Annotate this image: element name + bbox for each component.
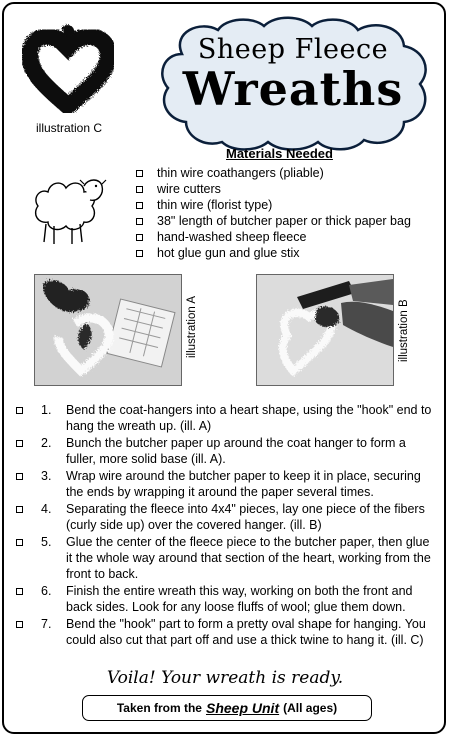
checkbox-icon: [136, 202, 143, 209]
source-prefix: Taken from the: [116, 701, 202, 715]
illustration-a-photo: [34, 274, 182, 386]
checkbox-icon: [16, 588, 23, 595]
checkbox-icon: [136, 218, 143, 225]
instruction-step: 6. Finish the entire wreath this way, working on both the front and back sides. Look for any loose fluffs of wool; glue them down.: [16, 583, 436, 615]
illustration-a-caption: illustration A: [186, 295, 198, 358]
instruction-step: 2. Bunch the butcher paper up around the coat hanger to form a fuller, more solid base (ill. A).: [16, 435, 436, 467]
materials-item: thin wire (florist type): [136, 197, 411, 213]
page-title-line1: Sheep Fleece: [197, 34, 389, 65]
checkbox-icon: [16, 407, 23, 414]
checkbox-icon: [136, 170, 143, 177]
materials-item: 38" length of butcher paper or thick paper bag: [136, 213, 411, 229]
illustration-c-caption: illustration C: [36, 121, 103, 135]
checkbox-icon: [16, 440, 23, 447]
materials-item: wire cutters: [136, 181, 411, 197]
page-title-line2: Wreaths: [182, 62, 404, 116]
checkbox-icon: [136, 234, 143, 241]
materials-heading: Materials Needed: [226, 146, 333, 161]
checkbox-icon: [136, 250, 143, 257]
instructions-list: [16, 402, 436, 649]
checkbox-icon: [16, 621, 23, 628]
instruction-step: 1. Bend the coat-hangers into a heart shape, using the "hook" end to hang the wreath up. (ill. A): [16, 402, 436, 434]
source-unit: Sheep Unit: [205, 700, 280, 716]
instruction-step: 7. Bend the "hook" part to form a pretty oval shape for hanging. You could also cut that part off and use a thick twine to hang it. (ill. C): [16, 616, 436, 648]
checkbox-icon: [16, 506, 23, 513]
instruction-step: 5. Glue the center of the fleece piece to the butcher paper, then glue it the whole way around that section of the heart, working from the front to back.: [16, 534, 436, 582]
illustration-b-photo: [256, 274, 394, 386]
source-suffix: (All ages): [283, 701, 338, 715]
instruction-step: 3. Wrap wire around the butcher paper to keep it in place, securing the ends by wrapping it around the paper several times.: [16, 468, 436, 500]
materials-list: [136, 165, 411, 261]
materials-item: thin wire coathangers (pliable): [136, 165, 411, 181]
closing-message: Voila! Your wreath is ready.: [106, 668, 344, 688]
illustration-b-caption: illustration B: [398, 299, 410, 362]
checkbox-icon: [16, 473, 23, 480]
instruction-step: 4. Separating the fleece into 4x4" pieces, lay one piece of the fibers (curly side up) over the covered hanger. (ill. B): [16, 501, 436, 533]
sheep-icon: [26, 172, 108, 248]
materials-item: hot glue gun and glue stix: [136, 245, 411, 261]
fleece-wreath-image: [22, 22, 114, 114]
source-box: [82, 695, 372, 721]
checkbox-icon: [16, 539, 23, 546]
checkbox-icon: [136, 186, 143, 193]
materials-item: hand-washed sheep fleece: [136, 229, 411, 245]
